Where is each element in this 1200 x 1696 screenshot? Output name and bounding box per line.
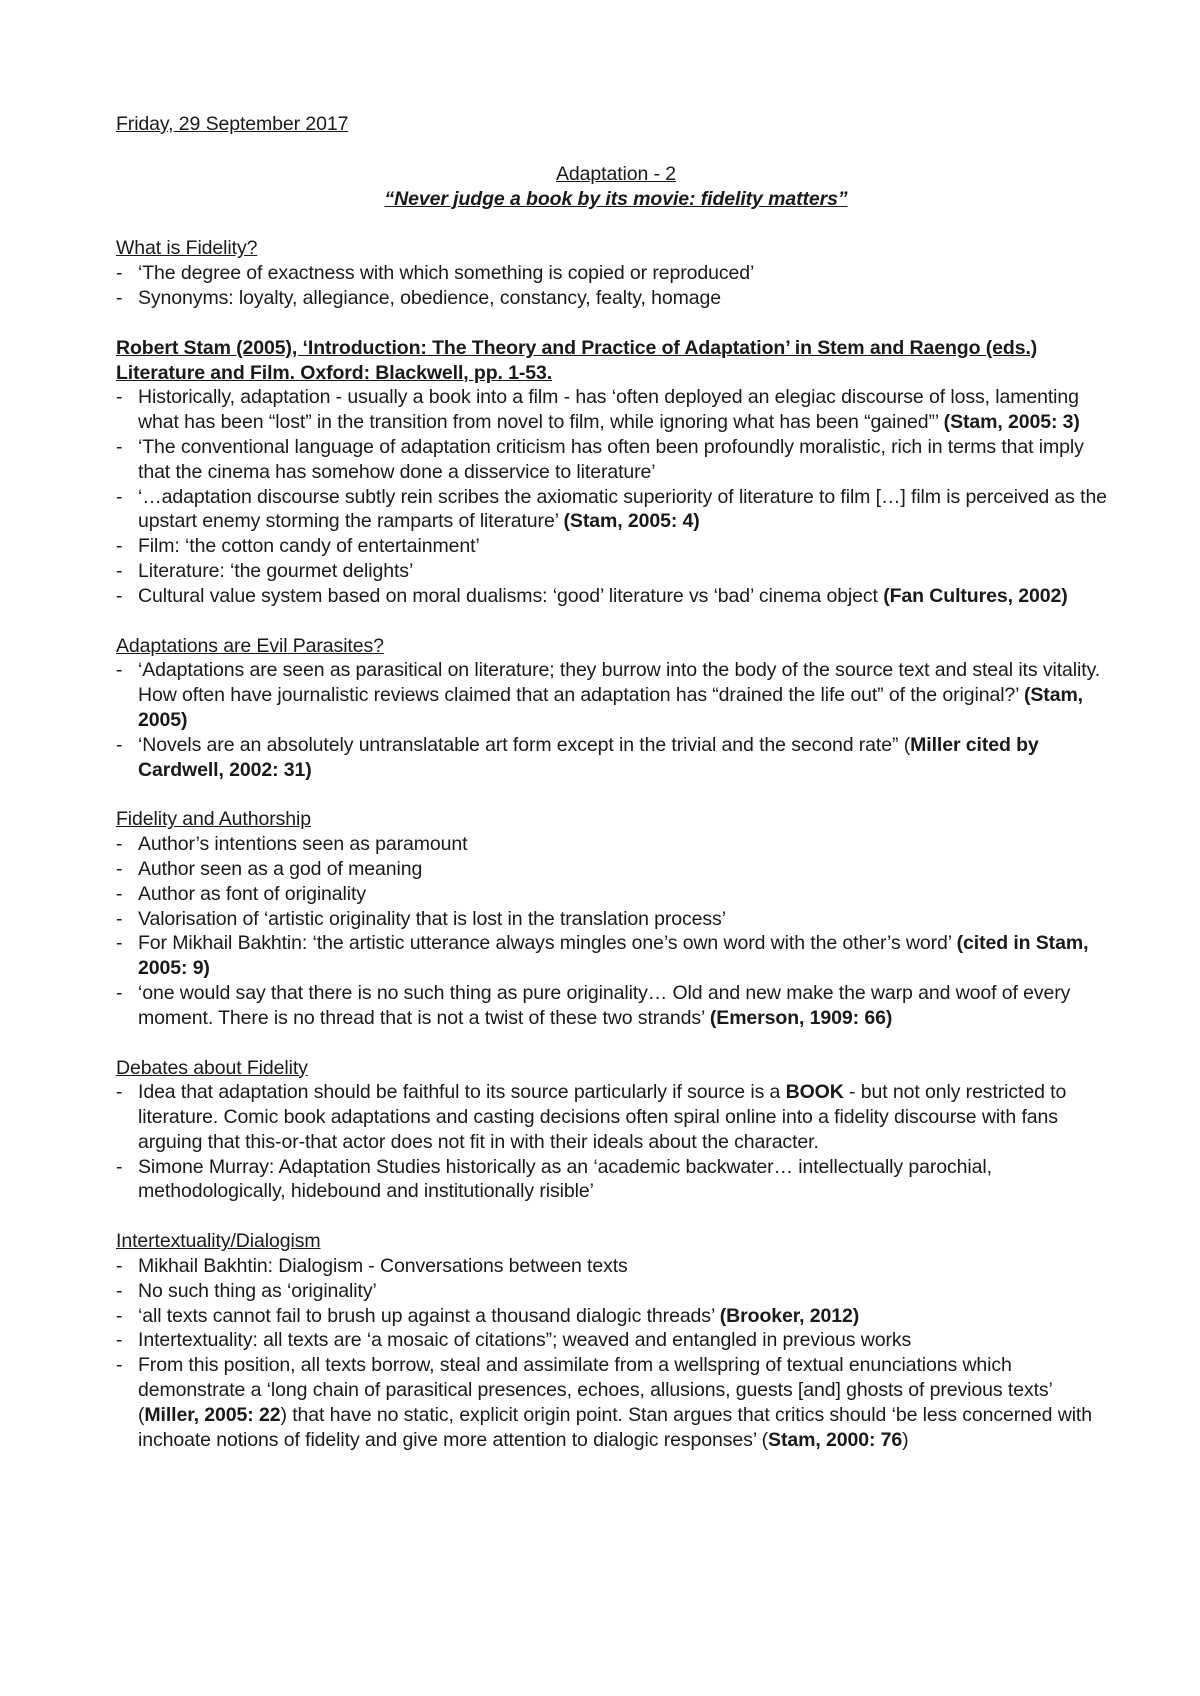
section-heading: What is Fidelity?: [116, 237, 258, 260]
title-block: [116, 162, 1116, 212]
list-item: [116, 584, 1116, 609]
reference-heading: Robert Stam (2005), ‘Introduction: The Theory and Practice of Adaptation’ in Stem and Raengo (eds.) Literature and Film. Oxford: Blackwell, pp. 1-53.: [116, 336, 1038, 384]
item-text: ‘The degree of exactness with which something is copied or reproduced’: [138, 262, 755, 285]
item-text: Film: ‘the cotton candy of entertainment’: [138, 535, 480, 558]
list-item: [116, 261, 1116, 286]
list-item: [116, 1304, 1116, 1329]
bullet-list: [116, 1080, 1116, 1204]
section-heading: Intertextuality/Dialogism: [116, 1230, 321, 1253]
bullet-list: [116, 1254, 1116, 1452]
item-text: From this position, all texts borrow, steal and assimilate from a wellspring of textual enunciations which demonstrate a ‘long chain of parasitical presences, echoes, allusions, guests [and] ghosts of previous texts’ (: [138, 1354, 1053, 1426]
citation-text: Stam, 2000: 76: [768, 1428, 903, 1451]
citation-text: (Fan Cultures, 2002): [883, 584, 1068, 607]
list-item: [116, 981, 1116, 1031]
list-item: [116, 534, 1116, 559]
item-text: Author’s intentions seen as paramount: [138, 833, 468, 856]
item-text: ‘The conventional language of adaptation criticism has often been profoundly moralistic, rich in terms that imply that the cinema has somehow done a disservice to literature’: [138, 435, 1084, 483]
item-text: Cultural value system based on moral dualisms: ‘good’ literature vs ‘bad’ cinema object: [138, 584, 884, 607]
section-heading: Adaptations are Evil Parasites?: [116, 634, 384, 657]
list-item: [116, 733, 1116, 783]
document-page: [116, 112, 1116, 1452]
document-title: Adaptation - 2: [555, 162, 677, 185]
list-item: [116, 286, 1116, 311]
bullet-list: [116, 658, 1116, 782]
list-item: [116, 435, 1116, 485]
item-text: ‘one would say that there is no such thing as pure originality… Old and new make the warp and woof of every moment. There is no thread that is not a twist of these two strands’: [138, 981, 1071, 1029]
list-item: [116, 1328, 1116, 1353]
item-text: Simone Murray: Adaptation Studies historically as an ‘academic backwater… intellectually parochial, methodologically, hidebound and institutionally risible’: [138, 1155, 992, 1203]
section: [116, 807, 1116, 1030]
list-item: [116, 658, 1116, 732]
citation-text: (Emerson, 1909: 66): [709, 1006, 893, 1029]
item-text: ‘all texts cannot fail to brush up against a thousand dialogic threads’: [138, 1304, 720, 1327]
item-text: ‘…adaptation discourse subtly rein scribes the axiomatic superiority of literature to film […] film is perceived as the upstart enemy storming the ramparts of literature’: [138, 485, 1107, 533]
citation-text: (cited in Stam, 2005: 9): [138, 932, 1089, 980]
item-text: ): [902, 1428, 909, 1451]
citation-text: (Stam, 2005: 4): [563, 510, 700, 533]
list-item: [116, 882, 1116, 907]
list-item: [116, 832, 1116, 857]
list-item: [116, 1155, 1116, 1205]
sections-container: [116, 236, 1116, 1452]
list-item: [116, 559, 1116, 584]
citation-text: Miller cited by Cardwell, 2002: 31): [138, 733, 1039, 781]
section-heading: Debates about Fidelity: [116, 1056, 308, 1079]
document-date: Friday, 29 September 2017: [116, 113, 349, 135]
list-item: [116, 485, 1116, 535]
item-text: Synonyms: loyalty, allegiance, obedience, constancy, fealty, homage: [138, 286, 721, 309]
list-item: [116, 931, 1116, 981]
item-text: ‘Adaptations are seen as parasitical on literature; they burrow into the body of the source text and steal its vitality. How often have journalistic reviews claimed that an adaptation has “drained the life out” of the original?’: [138, 659, 1101, 707]
section: [116, 236, 1116, 310]
list-item: [116, 1279, 1116, 1304]
item-text: ) that have no static, explicit origin point. Stan argues that critics should ‘be less concerned with inchoate notions of fidelity and give more attention to dialogic responses’ (: [138, 1403, 1092, 1451]
item-text: Valorisation of ‘artistic originality that is lost in the translation process’: [138, 907, 726, 930]
citation-text: (Stam, 2005): [138, 684, 1083, 731]
list-item: [116, 385, 1116, 435]
bullet-list: [116, 261, 1116, 311]
citation-text: BOOK: [785, 1081, 844, 1104]
citation-text: (Brooker, 2012): [719, 1304, 860, 1327]
list-item: [116, 1353, 1116, 1452]
section: [116, 1056, 1116, 1205]
list-item: [116, 907, 1116, 932]
citation-text: Miller, 2005: 22: [144, 1403, 281, 1426]
bullet-list: [116, 832, 1116, 1030]
item-text: Literature: ‘the gourmet delights’: [138, 559, 414, 582]
list-item: [116, 1080, 1116, 1154]
list-item: [116, 857, 1116, 882]
item-text: Historically, adaptation - usually a book into a film - has ‘often deployed an elegiac discourse of loss, lamenting what has been “lost” in the transition from novel to film, while ignoring what has been “gained”’: [138, 386, 1079, 434]
list-item: [116, 1254, 1116, 1279]
item-text: Author as font of originality: [138, 882, 366, 905]
section: [116, 1229, 1116, 1452]
bullet-list: [116, 385, 1116, 608]
item-text: ‘Novels are an absolutely untranslatable art form except in the trivial and the second rate” (: [138, 733, 911, 756]
item-text: No such thing as ‘originality’: [138, 1279, 377, 1302]
item-text: Intertextuality: all texts are ‘a mosaic of citations”; weaved and entangled in previous works: [138, 1329, 912, 1352]
section: [116, 336, 1116, 609]
item-text: Author seen as a god of meaning: [138, 857, 423, 880]
document-subtitle: “Never judge a book by its movie: fidelity matters”: [384, 187, 848, 210]
item-text: - but not only restricted to literature. Comic book adaptations and casting decisions often spiral online into a fidelity discourse with fans arguing that this-or-that actor does not fit in with their ideals about the character.: [138, 1081, 1067, 1153]
section: [116, 634, 1116, 783]
section-heading: Fidelity and Authorship: [116, 808, 311, 831]
item-text: For Mikhail Bakhtin: ‘the artistic utterance always mingles one’s own word with the other’s word’: [138, 932, 957, 955]
item-text: Mikhail Bakhtin: Dialogism - Conversations between texts: [138, 1255, 628, 1278]
citation-text: (Stam, 2005: 3): [943, 411, 1080, 434]
item-text: Idea that adaptation should be faithful to its source particularly if source is a: [138, 1081, 786, 1104]
